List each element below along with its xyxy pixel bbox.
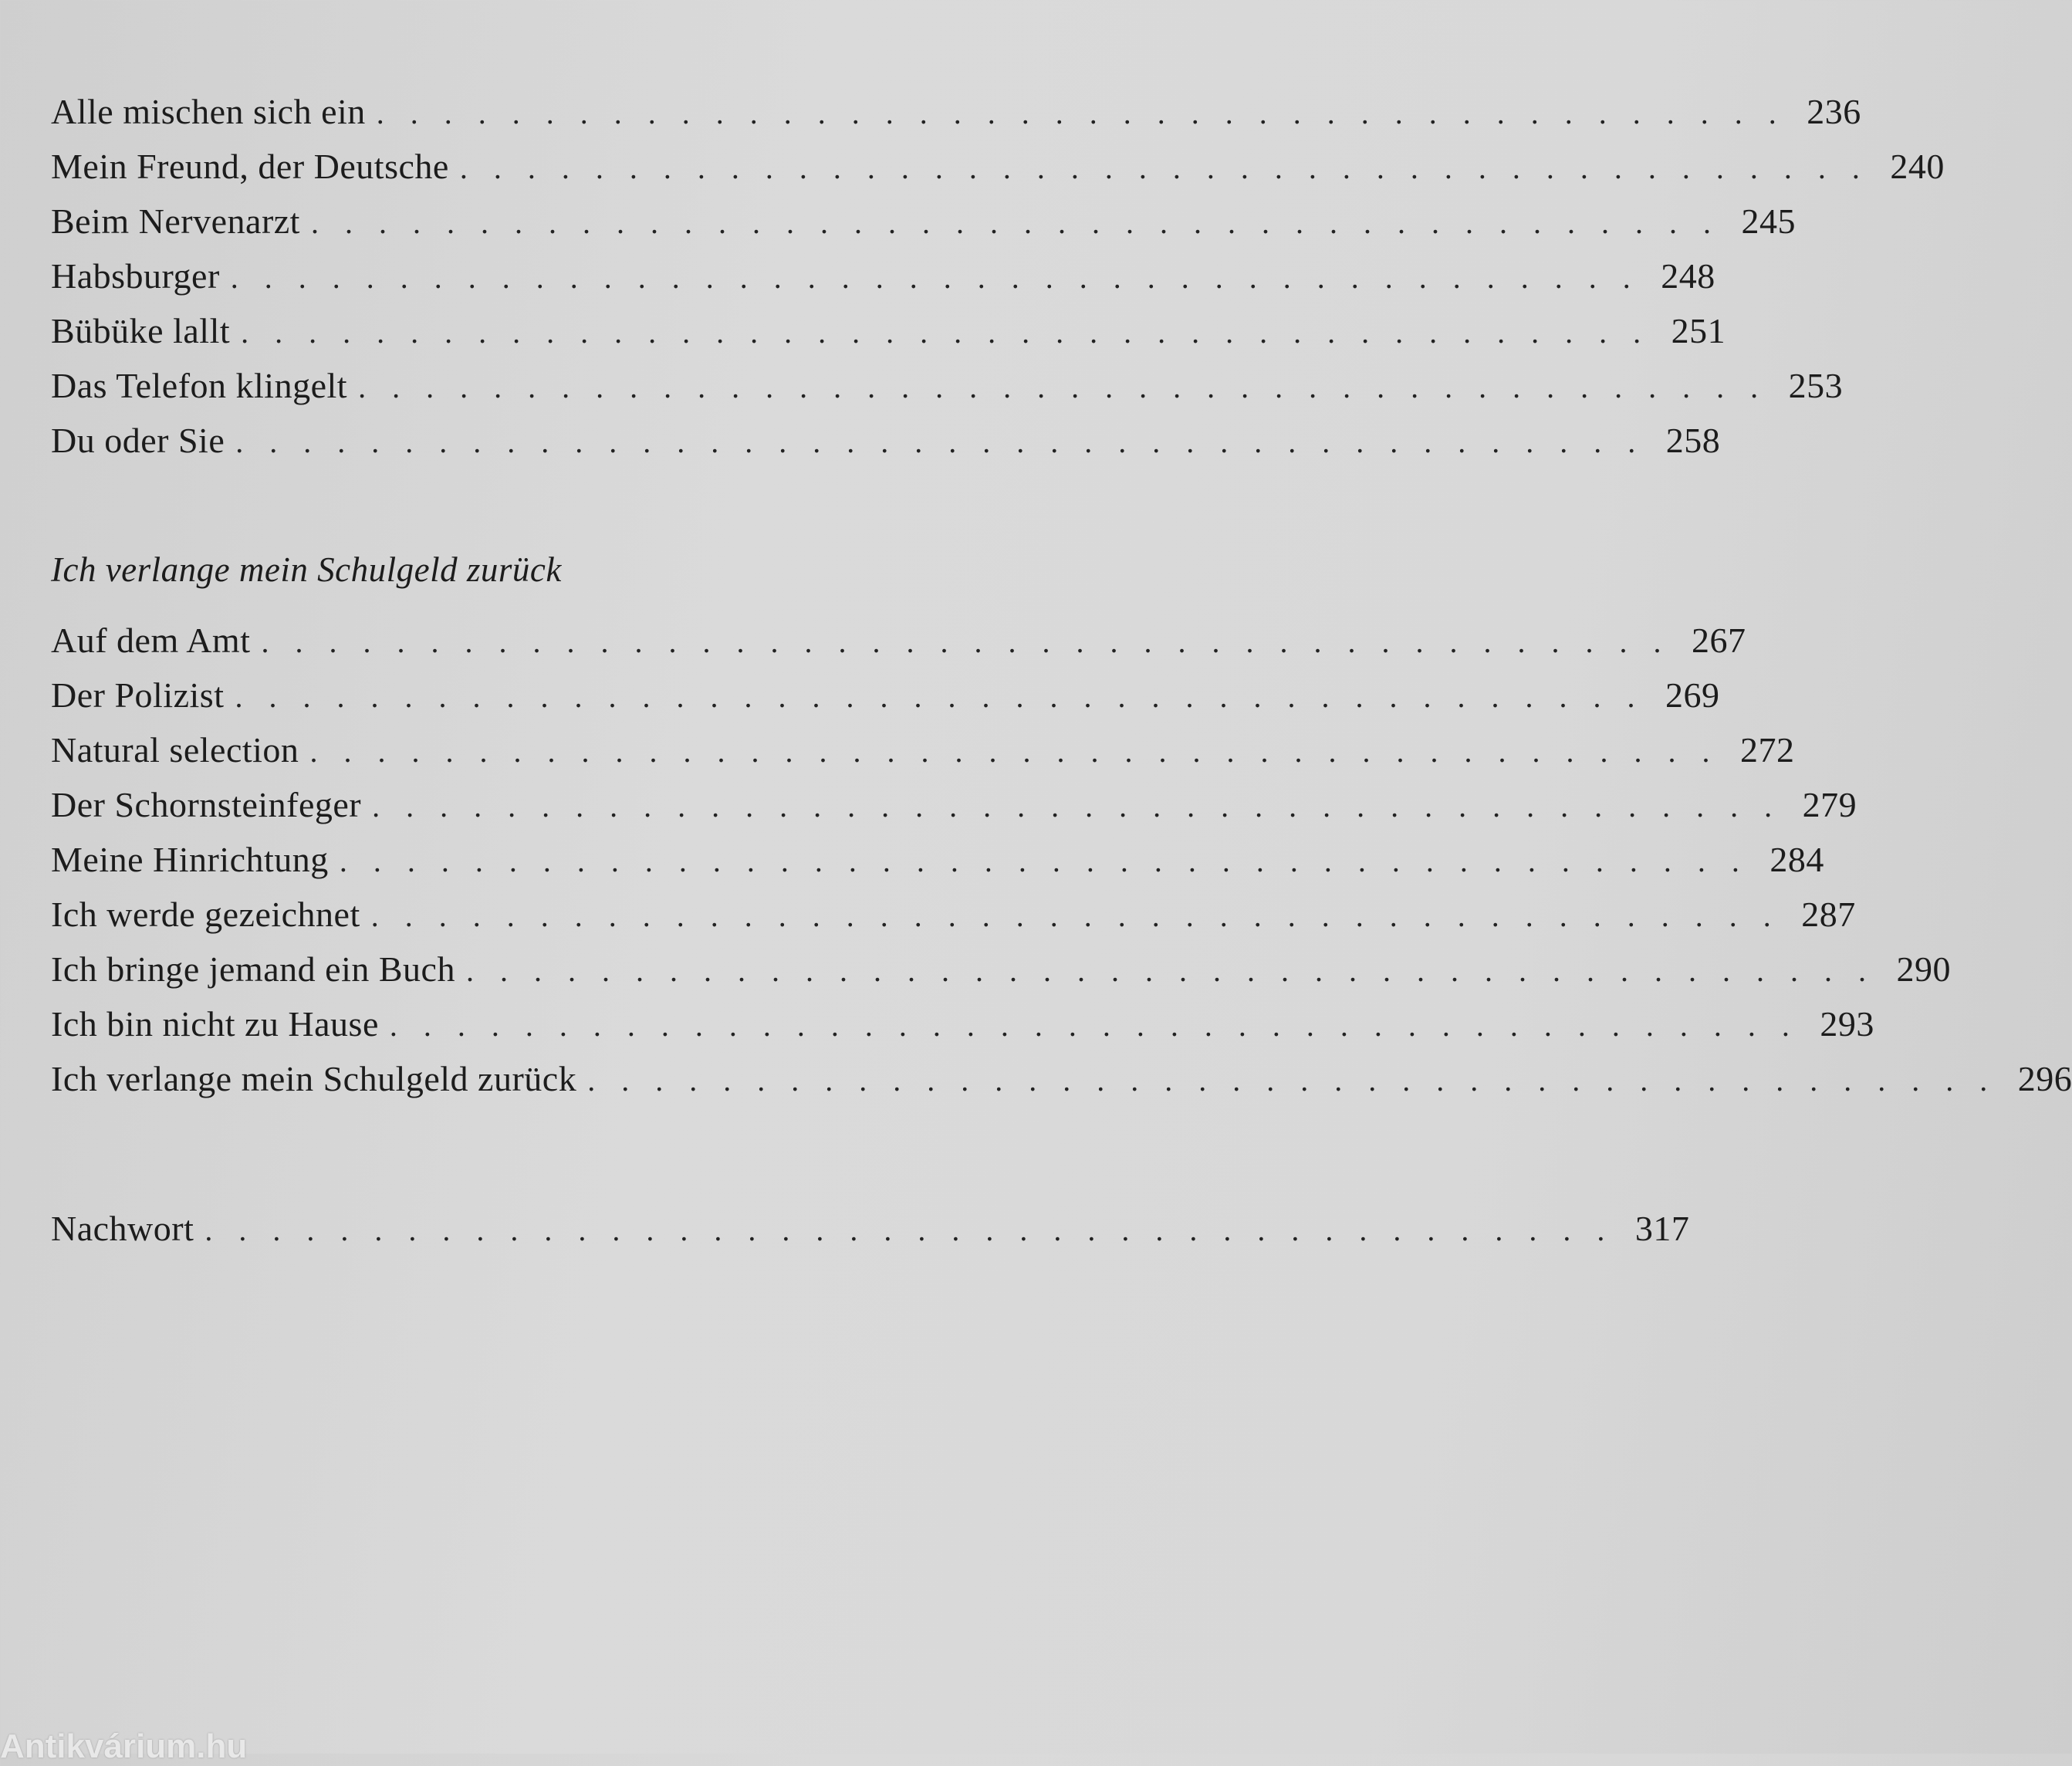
toc-entry-page: 290 [1896,949,1951,989]
toc-entry-title: Ich verlange mein Schulgeld zurück [51,1059,577,1098]
toc-entry-title: Habsburger [51,256,220,296]
toc-entry [51,949,1951,1003]
toc-entry [51,675,1720,729]
toc-entry-title: Ich werde gezeichnet [51,895,360,934]
toc-entry-title: Auf dem Amt [51,621,251,660]
leader-dots: . . . . . . . . . . . . . . . . . . . . . . . . . . . . . . . . . . . . . . . . . . [241,315,1651,350]
leader-dots: . . . . . . . . . . . . . . . . . . . . . . . . . . . . . . . . . . . . . . . . . . [358,370,1768,404]
toc-entry-title: Ich bringe jemand ein Buch [51,949,455,989]
toc-entry-page: 279 [1802,785,1857,824]
toc-entry [51,620,1746,675]
toc-entry-page: 269 [1665,675,1720,715]
leader-dots: . . . . . . . . . . . . . . . . . . . . . . . . . . . . . . . . . . . . . . . . . . [376,96,1786,130]
toc-entry-page: 253 [1788,366,1844,405]
toc-entry-title: Nachwort [51,1209,194,1248]
leader-dots: . . . . . . . . . . . . . . . . . . . . . . . . . . . . . . . . . . . . . . . . . . [370,898,1780,933]
toc-entry [51,255,1715,310]
leader-dots: . . . . . . . . . . . . . . . . . . . . . . . . . . . . . . . . . . . . . . . . . . [309,734,1719,769]
leader-dots: . . . . . . . . . . . . . . . . . . . . . . . . . . . . . . . . . . . . . . . . . . [389,1008,1799,1043]
leader-dots: . . . . . . . . . . . . . . . . . . . . . . . . . . . . . . . . . . . . . . . . . . [235,425,1645,459]
leader-dots: . . . . . . . . . . . . . . . . . . . . . . . . . . . . . . . . . . . . . . . . . . [204,1213,1614,1247]
toc-entry [51,420,1721,475]
toc-entry-page: 240 [1890,147,1945,186]
toc-entry-page: 251 [1671,311,1726,350]
toc-entry-page: 287 [1801,895,1856,934]
toc-entry [51,1058,2072,1113]
leader-dots: . . . . . . . . . . . . . . . . . . . . . . . . . . . . . . . . . . . . . . . . . . [587,1063,1997,1098]
leader-dots: . . . . . . . . . . . . . . . . . . . . . . . . . . . . . . . . . . . . . . . . . . [459,151,1869,185]
toc-entry [51,1208,1690,1263]
toc-entry [51,91,1861,146]
leader-dots: . . . . . . . . . . . . . . . . . . . . . . . . . . . . . . . . . . . . . . . . . . [235,679,1644,714]
toc-entry-page: 236 [1807,92,1861,131]
toc-entry [51,201,1796,255]
toc-entry-title: Bübüke lallt [51,311,231,350]
toc-entry-title: Mein Freund, der Deutsche [51,147,449,186]
toc-section-2 [51,620,2072,1113]
toc-entry-page: 267 [1691,621,1746,660]
leader-dots: . . . . . . . . . . . . . . . . . . . . . . . . . . . . . . . . . . . . . . . . . . [339,844,1749,878]
toc-entry-title: Beim Nervenarzt [51,201,300,241]
toc-entry-title: Der Schornsteinfeger [51,785,362,824]
toc-entry-page: 258 [1665,421,1721,460]
toc-entry [51,1003,1874,1058]
toc-entry-page: 317 [1634,1209,1690,1248]
leader-dots: . . . . . . . . . . . . . . . . . . . . . . . . . . . . . . . . . . . . . . . . . . [310,205,1720,240]
toc-entry-title: Das Telefon klingelt [51,366,348,405]
toc-entry-title: Meine Hinrichtung [51,840,329,879]
watermark: Antikvárium.hu [0,1727,248,1765]
toc-entry-page: 272 [1739,730,1795,770]
toc-entry [51,729,1795,784]
toc-entry-title: Du oder Sie [51,421,225,460]
toc-entry-title: Natural selection [51,730,299,770]
toc-entry-page: 245 [1741,201,1796,241]
toc-entry-page: 296 [2017,1059,2072,1098]
section-heading: Ich verlange mein Schulgeld zurück [51,550,562,589]
toc-entry-title: Der Polizist [51,675,225,715]
leader-dots: . . . . . . . . . . . . . . . . . . . . . . . . . . . . . . . . . . . . . . . . . . [465,953,1875,988]
toc-entry [51,784,1857,839]
toc-entry-page: 248 [1661,256,1715,296]
leader-dots: . . . . . . . . . . . . . . . . . . . . . . . . . . . . . . . . . . . . . . . . . . [261,624,1671,659]
toc-entry-title: Alle mischen sich ein [51,92,366,131]
toc-entry [51,310,1726,365]
leader-dots: . . . . . . . . . . . . . . . . . . . . . . . . . . . . . . . . . . . . . . . . . . [230,260,1640,295]
toc-entry-page: 293 [1820,1004,1874,1044]
toc-entry [51,365,1844,420]
toc-section-1 [51,91,1945,475]
toc-entry-page: 284 [1769,840,1824,879]
toc-entry [51,146,1945,201]
toc-entry [51,894,1856,949]
leader-dots: . . . . . . . . . . . . . . . . . . . . . . . . . . . . . . . . . . . . . . . . . . [372,789,1782,824]
toc-section-3 [51,1208,1690,1263]
toc-entry [51,839,1824,894]
toc-entry-title: Ich bin nicht zu Hause [51,1004,379,1044]
